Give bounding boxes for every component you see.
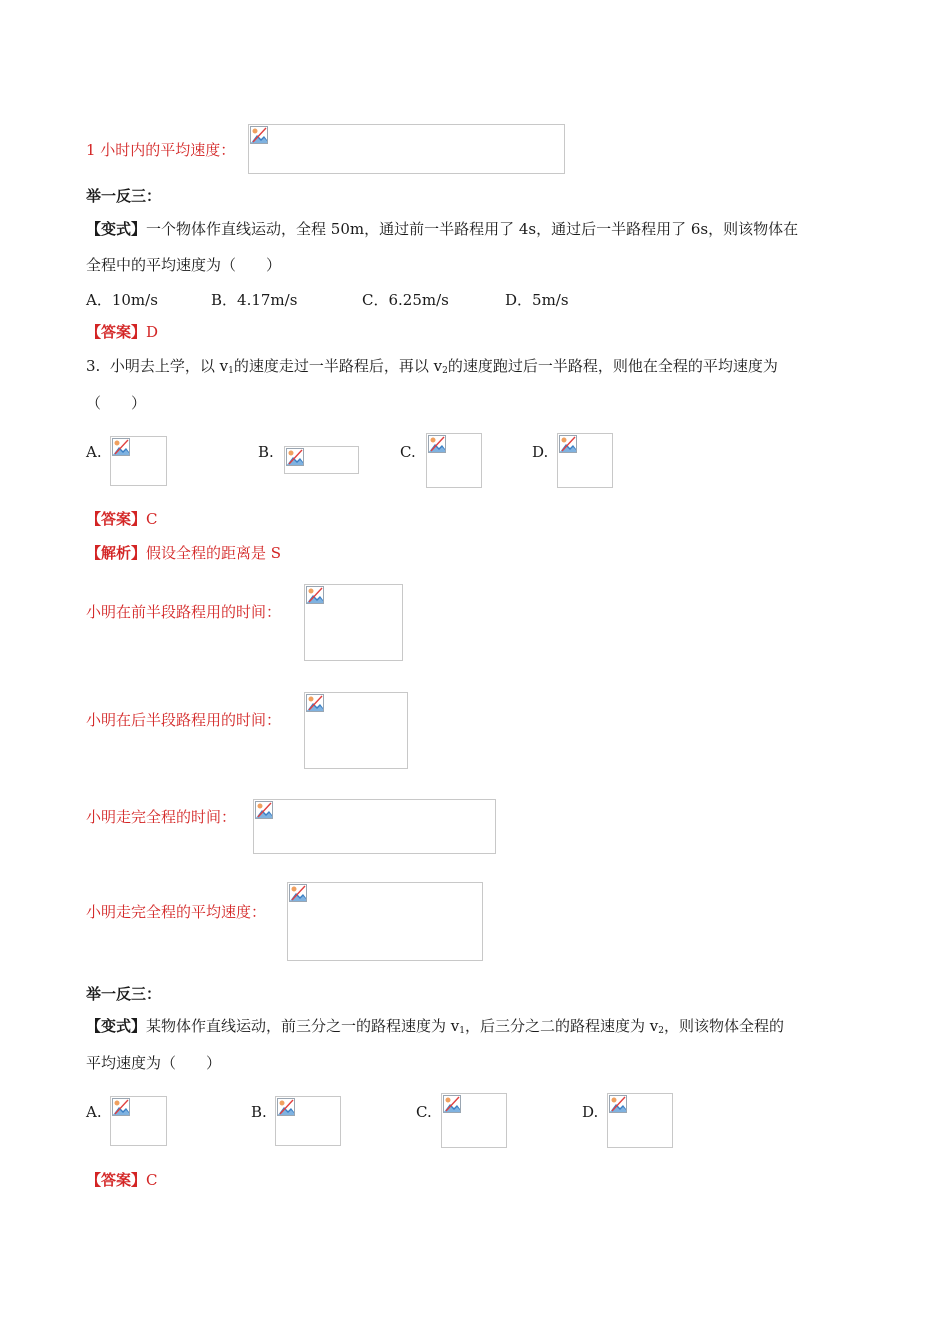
answer-line (86, 322, 158, 342)
option-d-label: D. (582, 1103, 599, 1121)
broken-image-icon (428, 435, 446, 453)
analysis-text: 假设全程的距离是 S (146, 544, 282, 562)
option-d-label: D. (532, 443, 549, 461)
subscript: 1 (459, 1026, 465, 1036)
option-c-label: C. (400, 443, 416, 461)
option-c-image (426, 433, 482, 488)
variant-question-line2: 平均速度为（ ） (86, 1054, 222, 1072)
variant-text: 某物体作直线运动，前三分之一的路程速度为 v (146, 1017, 460, 1035)
analysis-line (86, 543, 281, 563)
variant-text: ，后三分之二的路程速度为 v (465, 1017, 659, 1035)
question-text: 小明去上学，以 v (109, 357, 229, 375)
step-3-label: 小明走完全程的时间： (86, 808, 237, 826)
answer-value: D (146, 323, 159, 341)
subscript: 1 (228, 366, 234, 376)
option-b-image (284, 446, 359, 474)
option-c-label: C. (416, 1103, 432, 1121)
option-d-image (607, 1093, 673, 1148)
variant-question-line2: 全程中的平均速度为（ ） (86, 256, 282, 274)
step-4-formula-image (287, 882, 483, 961)
broken-image-icon (112, 438, 130, 456)
formula-image (248, 124, 565, 174)
step-3-formula-image (253, 799, 496, 854)
option-a-label: A. (86, 1103, 102, 1121)
question-3-line2: （ ） (86, 394, 147, 412)
question-text: 的速度跑过后一半路程，则他在全程的平均速度为 (447, 357, 778, 375)
section-title: 举一反三： (86, 187, 162, 205)
broken-image-icon (112, 1098, 130, 1116)
broken-image-icon (286, 448, 304, 466)
variant-tag: 【变式】 (86, 220, 147, 238)
option-a: A．10m/s (86, 291, 158, 309)
option-a-label: A. (86, 443, 102, 461)
avg-speed-label: 1 小时内的平均速度： (86, 141, 236, 159)
question-text: 的速度走过一半路程后，再以 v (233, 357, 443, 375)
subscript: 2 (658, 1026, 664, 1036)
variant-tag: 【变式】 (86, 1017, 147, 1035)
step-1-formula-image (304, 584, 403, 661)
question-number: 3. (86, 357, 101, 375)
section-title: 举一反三： (86, 985, 162, 1003)
question-3-line1 (86, 356, 778, 381)
broken-image-icon (306, 586, 324, 604)
option-d-image (557, 433, 613, 488)
broken-image-icon (255, 801, 273, 819)
broken-image-icon (250, 126, 268, 144)
broken-image-icon (289, 884, 307, 902)
option-b-image (275, 1096, 341, 1146)
option-b: B．4.17m/s (211, 291, 298, 309)
answer-tag: 【答案】 (86, 1171, 147, 1189)
option-a-image (110, 436, 167, 486)
variant-text: 一个物体作直线运动，全程 50m，通过前一半路程用了 4s，通过后一半路程用了 6s，则该物体在 (146, 220, 799, 238)
answer-line (86, 1170, 158, 1190)
step-1-label: 小明在前半段路程用的时间： (86, 603, 282, 621)
subscript: 2 (442, 366, 448, 376)
broken-image-icon (306, 694, 324, 712)
answer-value: C (146, 1171, 158, 1189)
step-4-label: 小明走完全程的平均速度： (86, 903, 267, 921)
option-d: D．5m/s (505, 291, 569, 309)
variant-question-line1 (86, 219, 798, 239)
answer-value: C (146, 510, 158, 528)
answer-tag: 【答案】 (86, 510, 147, 528)
step-2-label: 小明在后半段路程用的时间： (86, 711, 282, 729)
option-c: C．6.25m/s (362, 291, 449, 309)
broken-image-icon (559, 435, 577, 453)
broken-image-icon (443, 1095, 461, 1113)
option-b-label: B. (251, 1103, 267, 1121)
answer-line (86, 509, 158, 529)
analysis-tag: 【解析】 (86, 544, 147, 562)
broken-image-icon (277, 1098, 295, 1116)
variant-text: ，则该物体全程的 (663, 1017, 784, 1035)
broken-image-icon (609, 1095, 627, 1113)
answer-tag: 【答案】 (86, 323, 147, 341)
option-c-image (441, 1093, 507, 1148)
option-b-label: B. (258, 443, 274, 461)
variant-question-line1 (86, 1016, 784, 1041)
option-a-image (110, 1096, 167, 1146)
step-2-formula-image (304, 692, 408, 769)
